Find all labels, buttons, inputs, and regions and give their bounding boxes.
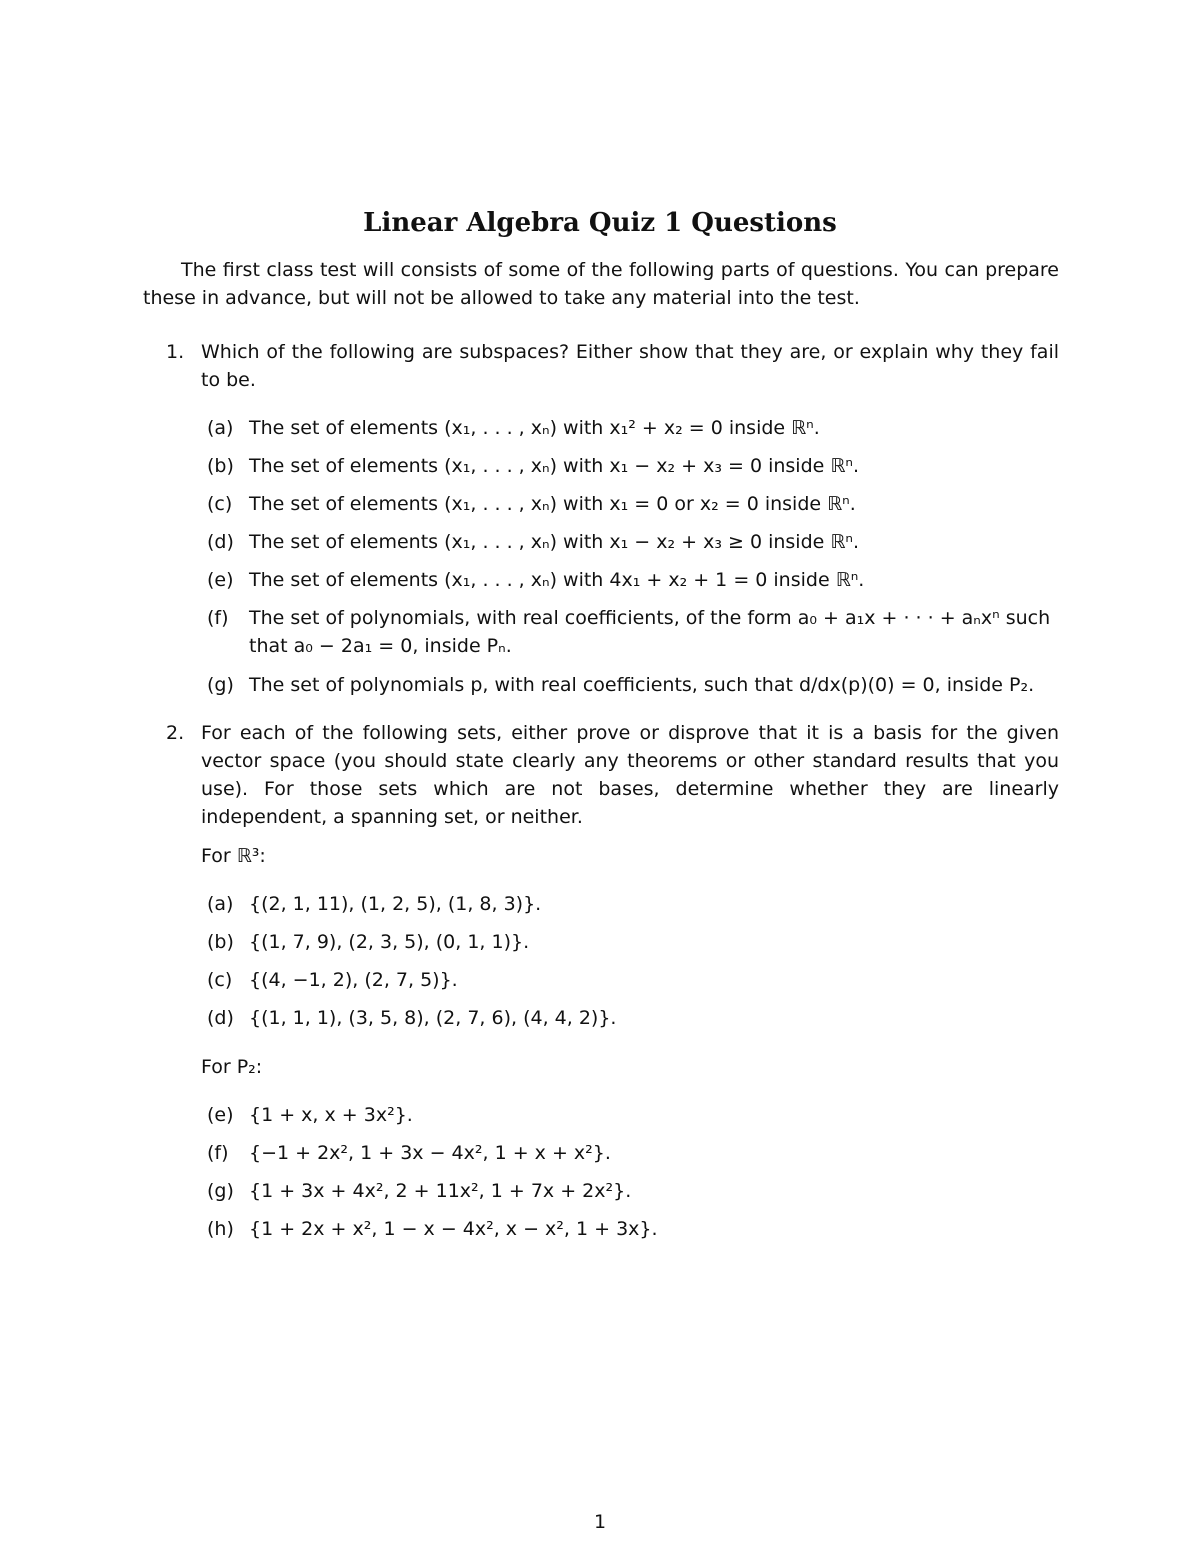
subheading-r3: For ℝ³: xyxy=(201,845,266,867)
part-text: The set of elements (x₁, . . . , xₙ) with x₁ − x₂ + x₃ ≥ 0 inside ℝⁿ. xyxy=(249,531,860,553)
question-text: Which of the following are subspaces? Either show that they are, or explain why they fail to be. xyxy=(201,341,1059,391)
q1-part xyxy=(207,566,1067,594)
part-label: (d) xyxy=(207,531,234,553)
question-number: 1. xyxy=(166,341,185,363)
part-label: (e) xyxy=(207,569,234,591)
part-label: (a) xyxy=(207,417,234,439)
part-text: {(1, 1, 1), (3, 5, 8), (2, 7, 6), (4, 4, 2)}. xyxy=(249,1007,617,1029)
part-label: (a) xyxy=(207,893,234,915)
q2-part xyxy=(207,1139,1067,1167)
part-text: {1 + x, x + 3x²}. xyxy=(249,1104,413,1126)
q1-part xyxy=(207,604,1059,660)
part-text: {1 + 2x + x², 1 − x − 4x², x − x², 1 + 3x}. xyxy=(249,1218,658,1240)
part-text: The set of elements (x₁, . . . , xₙ) with 4x₁ + x₂ + 1 = 0 inside ℝⁿ. xyxy=(249,569,865,591)
q2-part xyxy=(207,1101,1067,1129)
part-label: (h) xyxy=(207,1218,234,1240)
q2-part xyxy=(207,966,1067,994)
intro-paragraph: The first class test will consists of some of the following parts of questions. You can prepare these in advance, but will not be allowed to take any material into the test. xyxy=(143,259,1059,309)
part-label: (g) xyxy=(207,1180,234,1202)
part-label: (b) xyxy=(207,931,234,953)
part-label: (f) xyxy=(207,607,229,629)
question-2 xyxy=(143,719,1059,831)
part-label: (f) xyxy=(207,1142,229,1164)
q1-part xyxy=(207,414,1067,442)
part-text: {(1, 7, 9), (2, 3, 5), (0, 1, 1)}. xyxy=(249,931,530,953)
part-label: (b) xyxy=(207,455,234,477)
part-label: (g) xyxy=(207,674,234,696)
question-number: 2. xyxy=(166,722,185,744)
page-title: Linear Algebra Quiz 1 Questions xyxy=(363,208,837,238)
part-text: The set of polynomials p, with real coefficients, such that d/dx(p)(0) = 0, inside P₂. xyxy=(249,674,1035,696)
part-label: (e) xyxy=(207,1104,234,1126)
q1-part xyxy=(207,490,1067,518)
part-label: (c) xyxy=(207,493,233,515)
part-text: {(2, 1, 11), (1, 2, 5), (1, 8, 3)}. xyxy=(249,893,542,915)
part-text: The set of elements (x₁, . . . , xₙ) with x₁ − x₂ + x₃ = 0 inside ℝⁿ. xyxy=(249,455,860,477)
part-label: (d) xyxy=(207,1007,234,1029)
q1-part xyxy=(207,671,1067,699)
page-number: 1 xyxy=(593,1511,607,1533)
q1-part xyxy=(207,452,1067,480)
question-text: For each of the following sets, either prove or disprove that it is a basis for the given vector space (you should state clearly any theorems or other standard results that you use). For those sets which are not bases, determine whether they are linearly independent, a spanning set, or neither. xyxy=(201,722,1059,828)
q2-part xyxy=(207,1215,1067,1243)
part-text: The set of elements (x₁, . . . , xₙ) with x₁ = 0 or x₂ = 0 inside ℝⁿ. xyxy=(249,493,856,515)
q2-part xyxy=(207,1177,1067,1205)
q2-part xyxy=(207,1004,1067,1032)
part-text: The set of polynomials, with real coefficients, of the form a₀ + a₁x + · · · + aₙxⁿ such that a₀ − 2a₁ = 0, inside Pₙ. xyxy=(249,607,1051,657)
part-text: The set of elements (x₁, . . . , xₙ) with x₁² + x₂ = 0 inside ℝⁿ. xyxy=(249,417,820,439)
part-text: {1 + 3x + 4x², 2 + 11x², 1 + 7x + 2x²}. xyxy=(249,1180,632,1202)
q1-part xyxy=(207,528,1067,556)
q2-part xyxy=(207,928,1067,956)
part-text: {−1 + 2x², 1 + 3x − 4x², 1 + x + x²}. xyxy=(249,1142,611,1164)
subheading-p2: For P₂: xyxy=(201,1056,263,1078)
question-1 xyxy=(143,338,1059,394)
part-text: {(4, −1, 2), (2, 7, 5)}. xyxy=(249,969,458,991)
q2-part xyxy=(207,890,1067,918)
part-label: (c) xyxy=(207,969,233,991)
